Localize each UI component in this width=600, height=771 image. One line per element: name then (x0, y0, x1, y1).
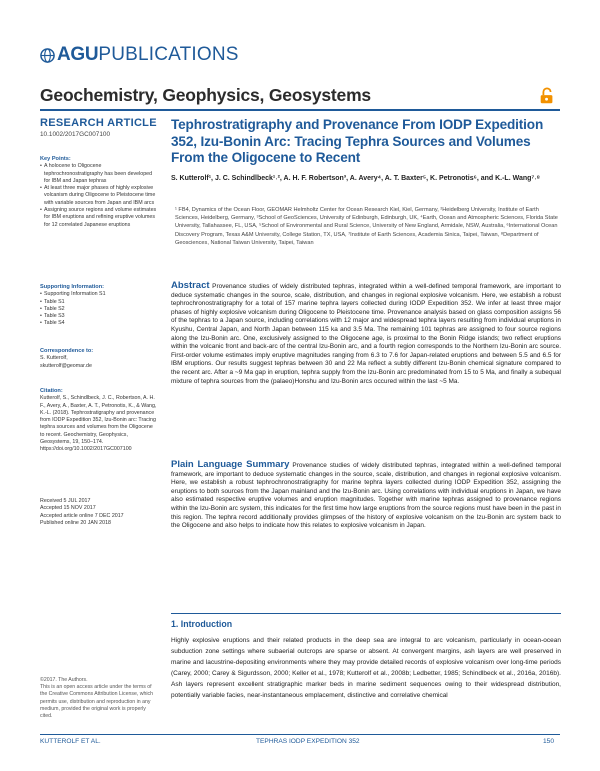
article-dates (40, 498, 158, 527)
supporting-item[interactable]: • Table S1 (40, 299, 158, 306)
open-access-icon (538, 87, 556, 105)
correspondence-heading: Correspondence to: (40, 348, 94, 354)
plain-language-summary (171, 461, 561, 531)
affiliations: ¹ FB4, Dynamics of the Ocean Floor, GEOMAR Helmholtz Center for Ocean Research Kiel, Kiel, Germany, ²Heidelberg University, Institute of Earth Sciences, Heidelberg, Germany, ³School of GeoSciences, University of Edinburgh, Edinburgh, UK, ⁴Earth, Ocean and Atmospheric Sciences, Florida State University, Tallahassee, FL, USA, ⁵School of Environmental and Rural Science, University of New England, Armidale, NSW, Australia, ⁶International Ocean Discovery Program, Texas A&M University, College Station, TX, USA, ⁷Institute of Earth Sciences, Academia Sinica, Taipei, Taiwan, ⁸Department of Geosciences, National Taiwan University, Taipei, Taiwan (175, 207, 558, 246)
section-rule (171, 613, 561, 614)
article-title: Tephrostratigraphy and Provenance From IODP Expedition 352, Izu-Bonin Arc: Tracing Tephra Sources and Volumes From the Oligocene to Recent (171, 117, 544, 166)
pls-heading: Plain Language Summary (171, 459, 290, 470)
footer-authors: KUTTEROLF ET AL. (40, 738, 101, 745)
date-accepted-online: Accepted article online 7 DEC 2017 (40, 512, 124, 519)
key-point-item: • A holocene to Oligocene tephrochronostratigraphy has been developed for IBM and Japan tephras (40, 163, 158, 185)
citation-text: Kutterolf, S., Schindlbeck, J. C., Robertson, A. H. F., Avery, A., Baxter, A. T., Petronotis, K., & Wang, K.-L. (2018). Tephrostratigraphy and provenance from IODP Expedition 352, Izu-Bonin arc: Tracing tephra sources and volumes from the Oligocene to recent. Geochemistry, Geophysics, Geosystems, 19, 150–174. https://doi.org/10.1002/2017GC007100 (40, 395, 157, 453)
globe-icon (40, 48, 55, 63)
page-number: 150 (543, 738, 555, 745)
license-note (40, 677, 158, 720)
journal-title: Geochemistry, Geophysics, Geosystems (40, 85, 371, 105)
key-points-heading: Key Points: (40, 156, 71, 162)
header-rule (40, 109, 560, 111)
supporting-item[interactable]: • Table S4 (40, 320, 158, 327)
supporting-item[interactable]: • Table S2 (40, 306, 158, 313)
supporting-information (40, 284, 158, 328)
citation-heading: Citation: (40, 388, 63, 394)
article-type: RESEARCH ARTICLE (40, 117, 157, 129)
correspondence-email[interactable]: skutterolf@geomar.de (40, 362, 92, 369)
abstract-text: Provenance studies of widely distributed tephras, integrated within a well-defined temporal framework, are important to deduce systematic changes in the source, scale, distribution, and changes in regional explosive volcanism. Here, we establish a robust tephrochronostratigraphy for a total of 157 marine tephra layers collected during IODP Expedition 352. We infer at least three major phases of highly explosive volcanism during Oligocene to Pleistocene time. Provenance analysis based on glass composition assigns 56 of the tephras to a Japan source, including correlations with 12 major and widespread tephra layers resulting from individual eruptions in Kyushu, Central Japan, and North Japan between 115 ka and 3.5 Ma. The remaining 101 tephras are assigned to four source regions along the Izu-Bonin arc. One, exclusively assigned to the Oligocene age, is proximal to the Bonin Ridge islands; two reflect eruptions within the volcanic front and back-arc of the central Izu-Bonin arc, and a fourth region corresponds to the Northern Izu-Bonin arc source. First-order volume estimates imply eruptive magnitudes ranging from 6.3 to 7.6 for Japan-related eruptions and between 5.5 and 6.5 for IBM eruptions. Our results suggest tephras between 30 and 22 Ma reflect a subtly different Izu-Bonin chemical signature compared to the recent arc. After a ~9 Ma gap in eruption, tephra supply from the Izu-Bonin arc predominated from 15 to 5 Ma, and finally a subequal mixture of tephra sources from the (palaeo)Honshu and Izu-Bonin arcs occured within the last ~5 Ma. (171, 283, 561, 385)
logo-agu-text: AGU (57, 44, 99, 65)
supporting-item[interactable]: • Table S3 (40, 313, 158, 320)
supporting-heading: Supporting Information: (40, 284, 105, 290)
sidebar (40, 116, 158, 526)
publisher-logo[interactable] (40, 44, 239, 66)
supporting-item[interactable]: • Supporting Information S1 (40, 291, 158, 298)
correspondence (40, 348, 158, 370)
citation (40, 388, 158, 454)
date-received: Received 5 JUL 2017 (40, 498, 91, 504)
footer-rule (40, 734, 560, 735)
pls-text: Provenance studies of widely distributed tephras, integrated within a well-defined temporal framework, are important to deduce systematic changes in the source, scale, distribution, and changes in regional explosive volcanism. Here, we establish a robust tephrochronostratigraphy for marine tephra layers collected during IODP Expedition 352, assigning the eruptions to both sources from the Japan mainland and the Izu-Bonin arc. Using correlations with individual eruptions in Japan, we have also estimated respective eruptive volumes and eruption magnitudes. Together with marine tephras assigned to provenance regions within the Izu-Bonin arc system, this indicates for the first time how large eruptions from the source regions must have been in the past in this region. The tephra record additionally provides glimpses of the history of explosive volcanism on the Izu-Bonin arc system back to the Oligocene and also helps to indicate how this relates to explosive volcanism in Japan. (171, 462, 561, 530)
key-point-item: • At least three major phases of highly explosive volcanism during Oligocene to Pleistocene time with variable sources from Japan and IBM arcs (40, 185, 158, 207)
article-doi[interactable]: 10.1002/2017GC007100 (40, 131, 111, 138)
abstract-heading: Abstract (171, 280, 210, 291)
authors-text: S. Kutterolf¹, J. C. Schindlbeck¹˒², A. H. F. Robertson³, A. Avery⁴, A. T. Baxter⁵, K. Petronotis⁶, and K.-L. Wang⁷˒⁸ (171, 175, 540, 182)
date-published: Published online 20 JAN 2018 (40, 519, 111, 526)
key-points (40, 156, 158, 229)
key-point-item: • Assigning source regions and volume estimates for IBM eruptions and refining eruptive volumes for 12 correlated Japanese eruptions (40, 207, 158, 229)
introduction-heading: 1. Introduction (171, 619, 233, 629)
license-text: This is an open access article under the terms of the Creative Commons Attribution License, which permits use, distribution and reproduction in any medium, provided the original work is properly cited. (40, 684, 154, 720)
logo-publications-text: PUBLICATIONS (98, 44, 239, 65)
license-copyright: ©2017. The Authors. (40, 677, 88, 683)
abstract (171, 282, 561, 386)
footer-running-title: TEPHRAS IODP EXPEDITION 352 (256, 738, 360, 745)
date-accepted: Accepted 15 NOV 2017 (40, 505, 96, 512)
author-list (171, 174, 561, 184)
introduction-text: Highly explosive eruptions and their related products in the deep sea are integral to arc volcanism, particularly in ocean-ocean subduction zone settings where subaerial outcrops are sparse or absent. At convergent margins, ash layers are well preserved in marine and lacustrine-depositing environments where they may provide detailed records of explosive volcanism over long-time periods (Carey, 2000; Carey & Sigurdsson, 2000; Keller et al., 1978; Kutterolf et al., 2008b; Ledbetter, 1985; Schindlbeck et al., 2016a, 2016b). Ash layers represent excellent stratigraphic marker beds in marine sediment sequences owing to their widespread distribution, potentially variable facies, near-instantaneous emplacement, distinctive and correlative chemical (171, 637, 561, 700)
correspondence-name: S. Kutterolf, (40, 355, 68, 362)
